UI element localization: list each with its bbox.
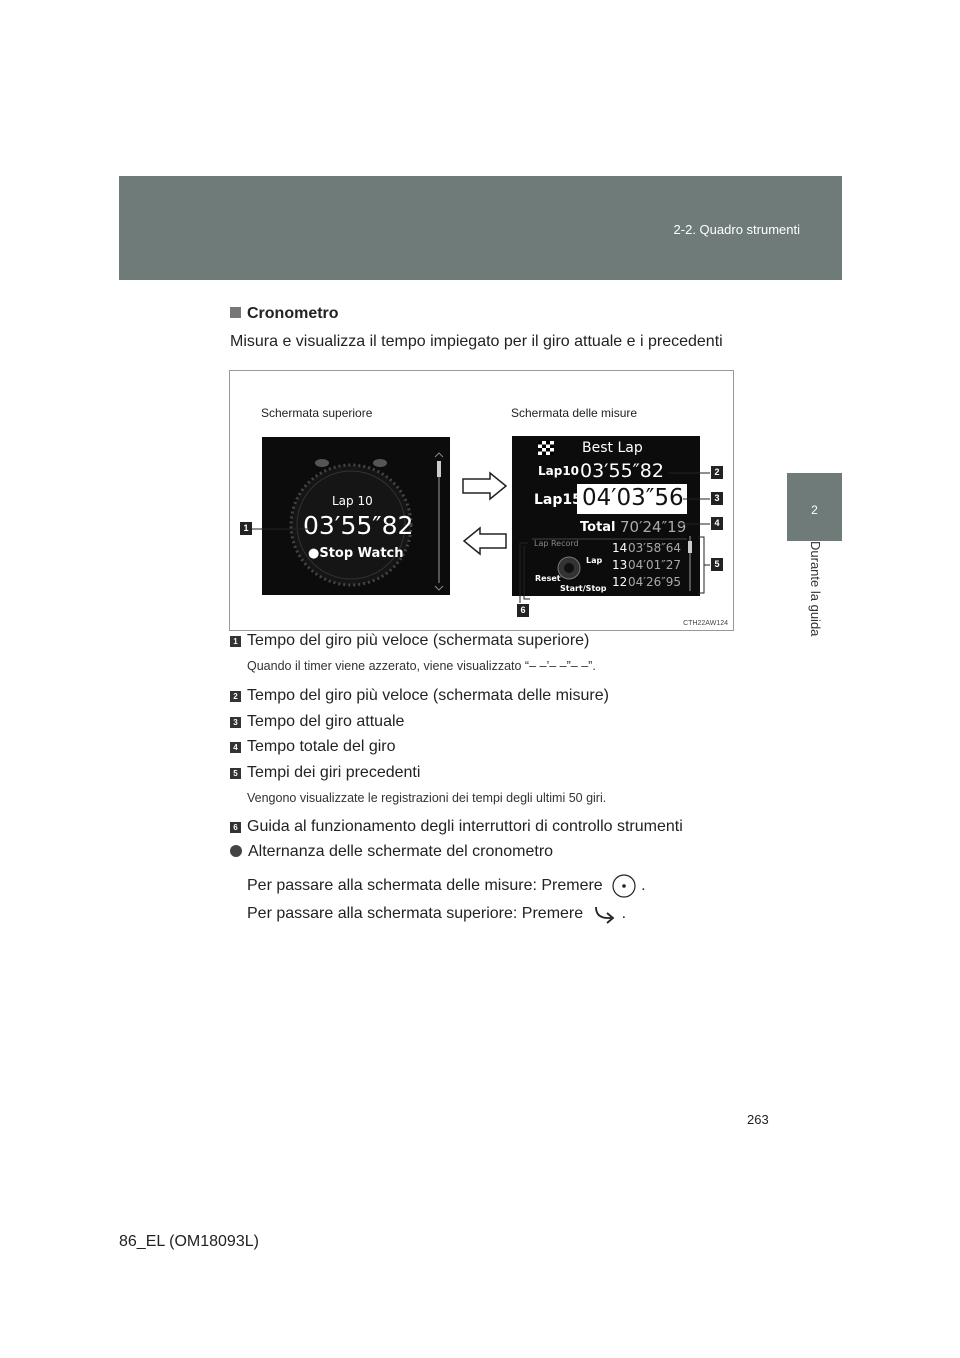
item-1-badge: 1 [230, 636, 241, 647]
total-label: Total [580, 520, 616, 535]
leader-lines [230, 371, 733, 630]
item-2-badge: 2 [230, 691, 241, 702]
top-mode-label: ●Stop Watch [308, 546, 404, 561]
callout-3: 3 [711, 492, 723, 505]
item-1 [230, 632, 589, 650]
item-3 [230, 713, 404, 731]
page-number: 263 [747, 1112, 769, 1127]
bullet-line-2-end: . [621, 905, 627, 923]
lap-record-title: Lap Record [534, 539, 579, 548]
callout-1: 1 [240, 522, 252, 535]
item-1-note: Quando il timer viene azzerato, viene visualizzato “– –’– –”– –”. [247, 659, 596, 673]
heading-text: Cronometro [247, 305, 339, 322]
item-2 [230, 687, 609, 705]
side-label-text: Durante la guida [807, 541, 823, 637]
best-lap-title: Best Lap [582, 440, 643, 456]
enter-button-icon [611, 873, 637, 899]
callout-5: 5 [711, 558, 723, 571]
startstop-label: Start/Stop [560, 584, 607, 593]
section-title: 2-2. Quadro strumenti [673, 222, 800, 237]
top-lap-time: 03′55″82 [303, 511, 414, 540]
item-4 [230, 738, 396, 756]
reset-label: Reset [535, 574, 561, 583]
heading [230, 305, 339, 323]
bullet-line-1-end: . [641, 877, 646, 895]
item-6-badge: 6 [230, 822, 241, 833]
item-3-badge: 3 [230, 717, 241, 728]
item-6 [230, 818, 683, 836]
back-arrow-icon [592, 904, 618, 924]
intro-text: Misura e visualizza il tempo impiegato per il giro attuale e i precedenti [230, 333, 723, 350]
document-code: 86_EL (OM18093L) [119, 1233, 259, 1250]
current-lap-label: Lap15 [534, 492, 582, 508]
record-time-0: 03′58″64 [628, 541, 682, 555]
heading-square-icon [230, 307, 241, 318]
item-5-badge: 5 [230, 768, 241, 779]
item-5 [230, 764, 420, 782]
record-lap-2: 12 [612, 575, 628, 589]
callout-2: 2 [711, 466, 723, 479]
item-5-text: Tempi dei giri precedenti [247, 764, 421, 781]
item-5-note: Vengono visualizzate le registrazioni dei tempi degli ultimi 50 giri. [247, 791, 607, 805]
total-time: 70′24″19 [620, 518, 687, 536]
bullet-title [230, 843, 553, 861]
bullet-line-1 [247, 873, 646, 899]
bullet-line-1-text: Per passare alla schermata delle misure: Premere [247, 877, 603, 895]
current-lap-time: 04′03″56 [582, 485, 684, 511]
figure [229, 370, 734, 631]
bullet-line-2 [247, 904, 626, 924]
bullet-title-text: Alternanza delle schermate del cronometro [248, 843, 554, 860]
figure-label-measure: Schermata delle misure [511, 406, 638, 420]
record-lap-1: 13 [612, 558, 628, 572]
side-tab [787, 473, 842, 541]
record-lap-0: 14 [612, 541, 628, 555]
item-2-text: Tempo del giro più veloce (schermata delle misure) [247, 687, 609, 704]
bullet-line-2-text: Per passare alla schermata superiore: Premere [247, 905, 584, 923]
best-lap-label: Lap10 [538, 464, 580, 478]
callout-6: 6 [517, 604, 529, 617]
bullet-dot-icon [230, 845, 242, 857]
record-time-2: 04′26″95 [628, 575, 682, 589]
item-1-text: Tempo del giro più veloce (schermata superiore) [247, 632, 590, 649]
item-3-text: Tempo del giro attuale [247, 713, 405, 730]
lap-button-label: Lap [586, 556, 603, 565]
record-time-1: 04′01″27 [628, 558, 682, 572]
item-4-text: Tempo totale del giro [247, 738, 396, 755]
callout-4: 4 [711, 517, 723, 530]
side-tab-number: 2 [811, 503, 818, 517]
item-4-badge: 4 [230, 742, 241, 753]
top-lap-label: Lap 10 [332, 494, 373, 508]
item-6-text: Guida al funzionamento degli interruttori di controllo strumenti [247, 818, 683, 835]
figure-label-top: Schermata superiore [261, 406, 373, 420]
figure-code: CTH22AW124 [683, 620, 728, 627]
side-label [787, 541, 842, 711]
best-lap-time: 03′55″82 [580, 460, 664, 482]
